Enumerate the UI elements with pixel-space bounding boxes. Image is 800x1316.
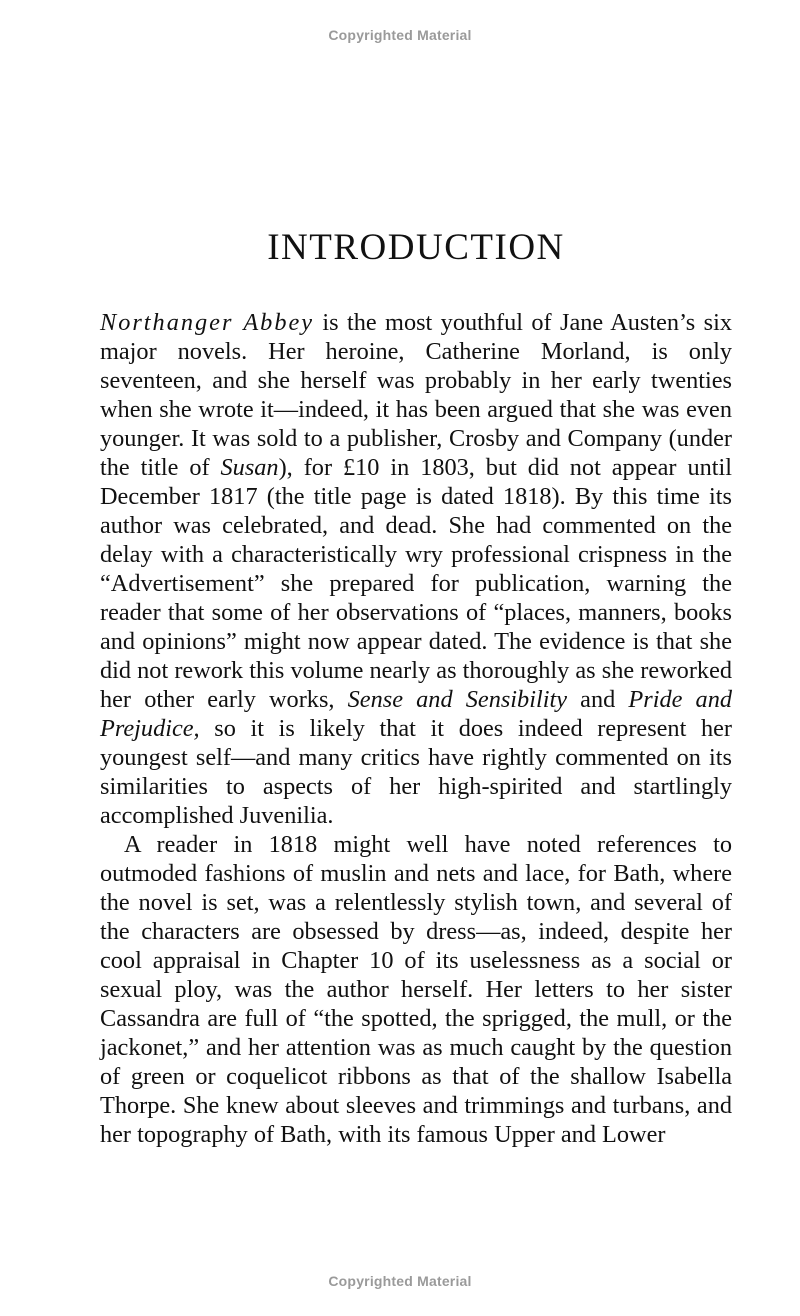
copyright-watermark-bottom: Copyrighted Material bbox=[328, 1273, 472, 1289]
copyright-watermark-top: Copyrighted Material bbox=[328, 27, 472, 43]
paragraph-1-text-1: is the most youthful of Jane Austen’s six major novels. Her heroine, Catherine Morland, is only seventeen, and she herself was probably in her early twenties when she wrote it—indeed, it has been argued that she was even younger. It was sold to a publisher, Crosby and Company (under the title of bbox=[100, 309, 732, 481]
paragraph-1 bbox=[100, 308, 732, 830]
title-pride-and-prejudice: Pride and Prejudice, bbox=[100, 686, 733, 742]
paragraph-2: A reader in 1818 might well have noted references to outmoded fashions of muslin and nets and lace, for Bath, where the novel is set, was a relentlessly stylish town, and several of the characters are obsessed by dress—as, indeed, despite her cool appraisal in Chapter 10 of its uselessness as a social or sexual ploy, was the author herself. Her letters to her sister Cassandra are full of “the spotted, the sprigged, the mull, or the jackonet,” and her attention was as much caught by the question of green or coquelicot ribbons as that of the shallow Isabella Thorpe. She knew about sleeves and trimmings and turbans, and her topography of Bath, with its famous Upper and Lower bbox=[100, 831, 732, 1148]
paragraph-1-text-2: ), for £10 in 1803, but did not appear until December 1817 (the title page is dated 1818). By this time its author was celebrated, and dead. She had commented on the delay with a characteristically wry professional crispness in the “Advertisement” she prepared for publication, warning the reader that some of her observations of “places, manners, books and opinions” might now appear dated. The evidence is that she did not rework this volume nearly as thoroughly as she reworked her other early works, bbox=[100, 454, 732, 713]
paragraph-1-text-3: and bbox=[566, 686, 629, 713]
chapter-title: INTRODUCTION bbox=[267, 227, 565, 268]
body-text bbox=[100, 308, 732, 1149]
title-sense-and-sensibility: Sense and Sensibility bbox=[347, 686, 567, 713]
paragraph-1-text-4: so it is likely that it does indeed represent her youngest self—and many critics have rightly commented on its similarities to aspects of her high-spirited and startlingly accomplished Juvenilia. bbox=[100, 715, 732, 829]
title-susan: Susan bbox=[220, 454, 279, 481]
book-title-northanger-abbey: Northanger Abbey bbox=[100, 309, 315, 336]
